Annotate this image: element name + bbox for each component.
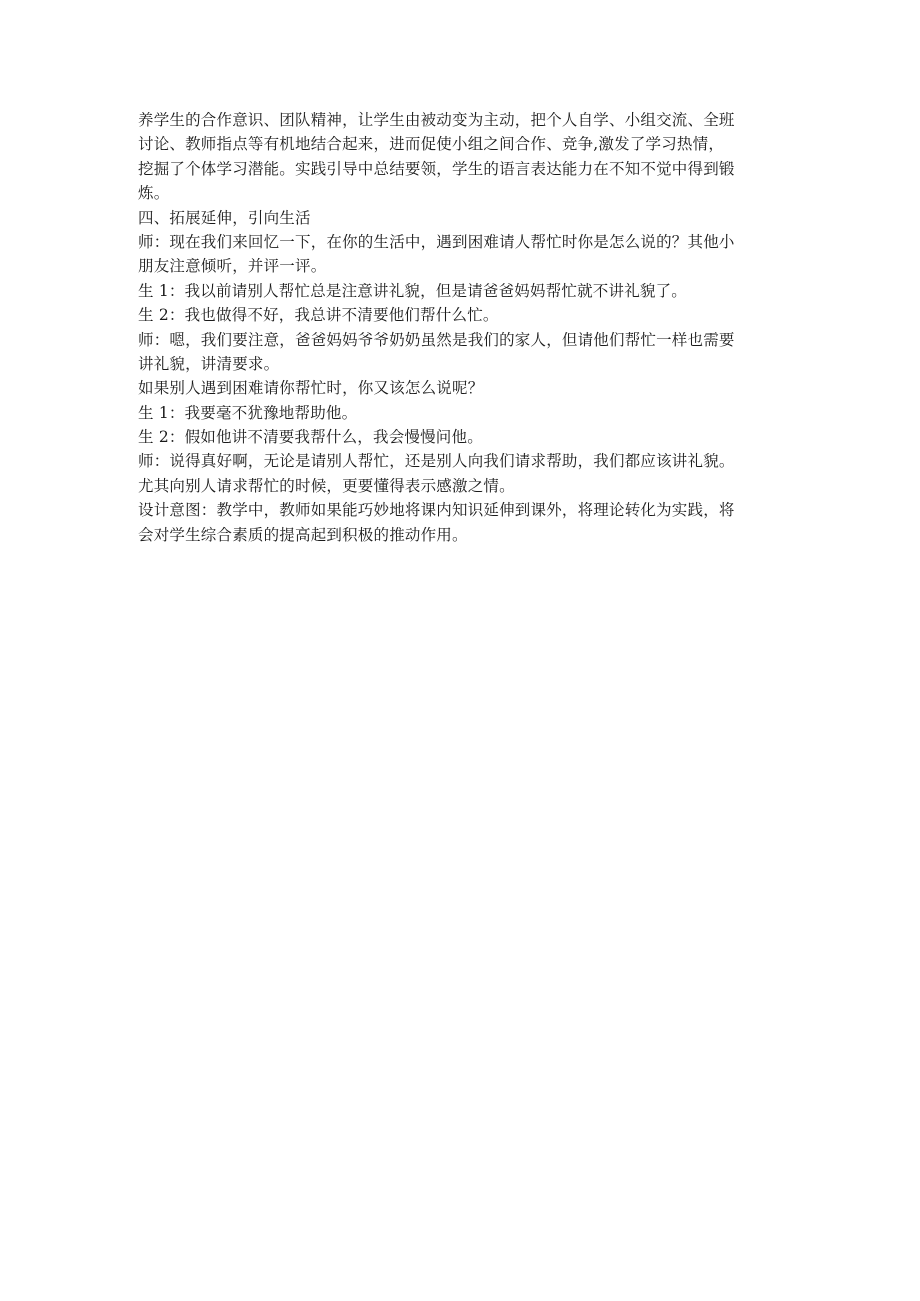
text-line: 设计意图：教学中，教师如果能巧妙地将课内知识延伸到课外，将理论转化为实践，将 [138, 501, 735, 520]
text-line: 师：现在我们来回忆一下，在你的生活中，遇到困难请人帮忙时你是怎么说的？其他小 [138, 232, 735, 251]
text-line: 会对学生综合素质的提高起到积极的推动作用。 [138, 525, 468, 544]
text-line: 讨论、教师指点等有机地结合起来，进而促使小组之间合作、竞争,激发了学习热情， [138, 135, 725, 154]
text-line: 师：说得真好啊，无论是请别人帮忙，还是别人向我们请求帮助，我们都应该讲礼貌。 [138, 452, 735, 471]
document-body [138, 108, 798, 547]
text-line: 炼。 [138, 184, 170, 203]
text-line: 朋友注意倾听，并评一评。 [138, 257, 327, 276]
text-line: 讲礼貌，讲清要求。 [138, 354, 280, 373]
text-line: 挖掘了个体学习潜能。实践引导中总结要领，学生的语言表达能力在不知不觉中得到锻 [138, 159, 735, 178]
text-line: 生 1：我以前请别人帮忙总是注意讲礼貌，但是请爸爸妈妈帮忙就不讲礼貌了。 [138, 281, 687, 300]
text-line: 生 1：我要毫不犹豫地帮助他。 [138, 403, 358, 422]
text-line: 师：嗯，我们要注意，爸爸妈妈爷爷奶奶虽然是我们的家人，但请他们帮忙一样也需要 [138, 330, 735, 349]
text-line: 尤其向别人请求帮忙的时候，更要懂得表示感激之情。 [138, 476, 515, 495]
section-heading: 四、拓展延伸，引向生活 [138, 208, 311, 227]
text-line: 生 2：我也做得不好，我总讲不清要他们帮什么忙。 [138, 306, 499, 325]
text-line: 生 2：假如他讲不清要我帮什么，我会慢慢问他。 [138, 428, 483, 447]
text-line: 如果别人遇到困难请你帮忙时，你又该怎么说呢？ [138, 379, 484, 398]
text-line: 养学生的合作意识、团队精神，让学生由被动变为主动，把个人自学、小组交流、全班 [138, 111, 735, 129]
